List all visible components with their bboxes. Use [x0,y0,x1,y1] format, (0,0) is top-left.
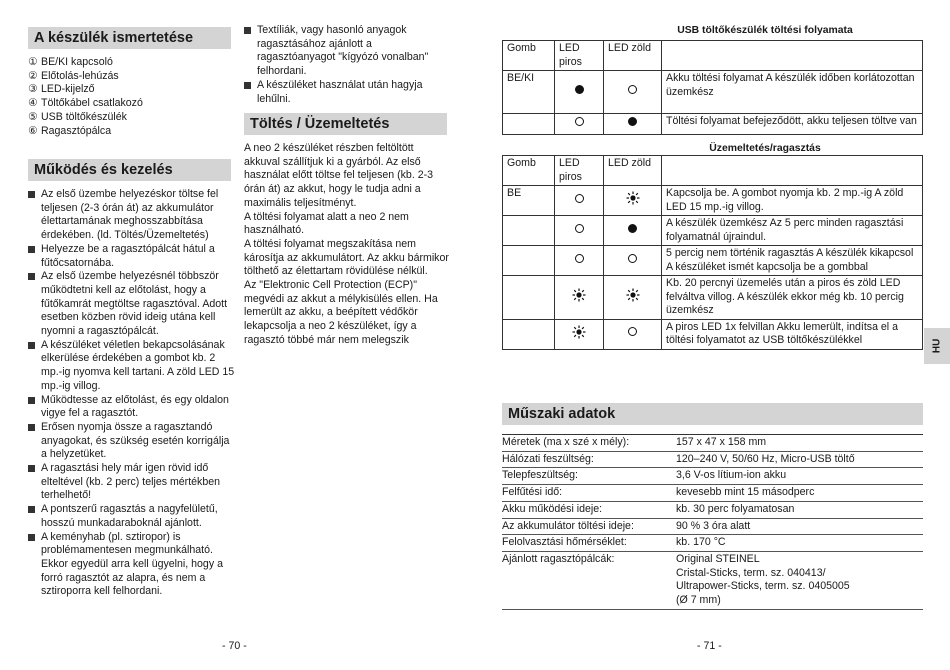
part-label: LED-kijelző [41,83,95,96]
led-table-row [503,246,923,276]
row-led-green [604,246,662,276]
row-led-red [555,319,604,349]
row-led-red [555,71,604,114]
charging-paragraph: A neo 2 készüléket részben feltöltött akkuval szállítjuk ki a gyárból. Az első használat előtt töltse fel teljesen (kb. 2-3 órán át) az akkut, hogy le tudja adni a maximális teljesítményt. [244,142,434,209]
spec-row [502,435,923,452]
page-number-left: - 70 - [222,640,247,652]
spec-row [502,552,923,610]
led-off-icon [575,117,584,126]
operation-item: A keményhab (pl. sztiropor) is problémamentesen megmunkálható. Ekkor egyedül arra kell ügyelni, hogy a forró ragasztót az alapra, és nem a sztiroporra kell felhordani. [28,531,236,600]
led-blinking-icon [572,325,586,339]
led-table-row [503,216,923,246]
table2-caption: Üzemeltetés/ragasztás [709,143,821,154]
section-heading-operation: Működés és kezelés [28,159,231,181]
part-number: ④ [28,97,38,110]
spec-value [676,503,923,517]
row-led-green [604,186,662,216]
row-led-red [555,186,604,216]
spec-value-line: Original STEINEL [676,552,760,565]
operation-item: A készüléket véletlen bekapcsolásának elkerülése érdekében a gombot kb. 2 mp.-ig nyomva kell tartani. A zöld LED 15 mp.-ig villog. [28,339,236,394]
led-on-icon [575,85,584,94]
section-heading-description: A készülék ismertetése [28,27,231,49]
operation-item: Erősen nyomja össze a ragasztandó anyagokat, és szükség esetén korrigálja a helyzetüket. [28,421,236,462]
spec-label: Az akkumulátor töltési ideje: [502,519,634,532]
row-button: BE/KI [503,71,555,114]
specs-table [502,434,923,610]
led-blinking-icon [626,191,640,205]
led-off-icon [575,224,584,233]
row-button [503,276,555,320]
led-off-icon [628,254,637,263]
part-number: ② [28,69,38,82]
table2-header-blank [662,156,923,186]
row-description: A piros LED 1x felvillan Akku lemerült, indítsa el a töltési folyamatot az USB töltőkészülékkel [662,319,923,349]
row-button [503,319,555,349]
led-off-icon [575,194,584,203]
spec-row [502,502,923,519]
spec-label: Telepfeszültség: [502,469,578,482]
table1-header-blank [662,41,923,71]
table1-header-led-green: LED zöld [604,41,662,71]
row-led-green [604,319,662,349]
spec-value-line: 120–240 V, 50/60 Hz, Micro-USB töltő [676,452,855,465]
spec-value-line: kevesebb mint 15 másodperc [676,486,815,499]
language-tab-label: HU [931,338,943,354]
spec-value [676,536,923,550]
row-description: Töltési folyamat befejeződött, akku teljesen töltve van [662,114,923,135]
part-label: Előtolás-lehúzás [41,69,119,82]
part-number: ⑤ [28,110,38,123]
row-led-green [604,114,662,135]
part-item [28,97,238,111]
section-heading-specs: Műszaki adatok [502,403,923,425]
part-label: Ragasztópálca [41,124,112,137]
led-off-icon [628,327,637,336]
table2-header-led-green: LED zöld [604,156,662,186]
spec-label: Méretek (ma x szé x mély): [502,436,630,448]
spec-value [676,469,923,483]
table1-header-button: Gomb [503,41,555,71]
row-button [503,114,555,135]
spec-value-line: Ultrapower-Sticks, term. sz. 0405005 [676,580,850,593]
spec-label: Felolvasztási hőmérséklet: [502,536,627,549]
spec-label: Ajánlott ragasztópálcák: [502,552,615,565]
led-off-icon [575,254,584,263]
operation-item: Az első üzembe helyezéskor töltse fel teljesen (2-3 órán át) az akkumulátor élettartamának meghosszabbítása érdekében. (ld. Töltés/Üzemeltetés) [28,188,236,243]
spec-value [676,453,923,467]
tips-item: A készüléket használat után hagyja lehűlni. [244,79,452,106]
row-button: BE [503,186,555,216]
led-table-row [503,71,923,114]
row-led-green [604,216,662,246]
spec-value-line: Cristal-Sticks, term. sz. 040413/ [676,566,826,579]
row-led-red [555,246,604,276]
operation-item: A ragasztási hely már igen rövid idő elteltével (kb. 2 perc) teljes mértékben terhelhető! [28,462,236,503]
led-off-icon [628,85,637,94]
operation-item: Működtesse az előtolást, és egy oldalon vigye fel a ragasztót. [28,394,236,421]
part-label: USB töltőkészülék [41,110,127,123]
row-description: A készülék üzemkész Az 5 perc minden ragasztási folyamatnál újraindul. [662,216,923,246]
charging-paragraph: Az "Elektronic Cell Protection (ECP)" megvédi az akkut a mélykisülés ellen. Ha lemerült az akku, a beépített védőkör lekapcsolja a neo 2 készüléket, így a ragasztó többé már nem melegszik [244,279,438,346]
part-item [28,83,238,97]
led-blinking-icon [626,288,640,302]
charging-text [244,142,452,348]
row-description: Kb. 20 percnyi üzemelés után a piros és zöld LED felváltva villog. A készülék ekkor még kb. 10 percig üzemkész [662,276,923,320]
led-blinking-icon [572,288,586,302]
spec-value [676,553,923,608]
page-number-right: - 71 - [697,640,722,652]
led-table-row [503,319,923,349]
spec-value-line: (Ø 7 mm) [676,594,721,607]
table1-caption: USB töltőkészülék töltési folyamata [677,25,853,36]
row-description: Kapcsolja be. A gombot nyomja kb. 2 mp.-ig A zöld LED 15 mp.-ig villog. [662,186,923,216]
led-on-icon [628,117,637,126]
row-button [503,216,555,246]
spec-value-line: 3,6 V-os lítium-ion akku [676,469,787,482]
language-tab [924,328,950,364]
operation-item: Helyezze be a ragasztópálcát hátul a fűtőcsatornába. [28,243,236,270]
row-button [503,246,555,276]
spec-value-line: 90 % 3 óra alatt [676,519,751,532]
spec-value [676,520,923,534]
spec-row [502,519,923,536]
row-description: 5 percig nem történik ragasztás A készülék kikapcsol A készüléket ismét kapcsolja be a gombbal [662,246,923,276]
spec-value [676,436,923,450]
spec-row [502,535,923,552]
row-led-red [555,114,604,135]
row-description: Akku töltési folyamat A készülék időben korlátozottan üzemkész [662,71,923,114]
charging-paragraph: A töltési folyamat megszakítása nem károsítja az akkumulátort. Az akku bármikor tölthető az élettartam rövidülése nélkül. [244,237,449,278]
spec-row [502,468,923,485]
led-table-row [503,276,923,320]
part-item [28,70,238,84]
led-on-icon [628,224,637,233]
continued-list [244,24,452,106]
spec-label: Hálózati feszültség: [502,452,594,465]
row-led-green [604,276,662,320]
spec-row [502,485,923,502]
spec-value-line: kb. 30 perc folyamatosan [676,502,795,515]
led-table-row [503,186,923,216]
row-led-red [555,276,604,320]
part-label: Töltőkábel csatlakozó [41,97,143,110]
part-number: ③ [28,83,38,96]
charging-led-table [502,40,923,135]
operation-item: Az első üzembe helyezésnél többször működtetni kell az előtolást, hogy a fűtőkamrát megtöltse ragasztóval. Adott esetben közben rövid ideig utána kell nyomni a ragasztópálcát. [28,270,236,339]
table2-header-led-red: LED piros [555,156,604,186]
row-led-red [555,216,604,246]
spec-label: Akku működési ideje: [502,502,603,515]
part-item [28,111,238,125]
part-label: BE/KI kapcsoló [41,56,113,68]
spec-value [676,486,923,500]
charging-paragraph: A töltési folyamat alatt a neo 2 nem használható. [244,210,409,237]
operation-led-table [502,155,923,350]
spec-value-line: 157 x 47 x 158 mm [676,436,767,448]
part-item [28,56,238,70]
spec-row [502,452,923,469]
operation-item: A pontszerű ragasztás a nagyfelületű, hosszú munkadaraboknál ajánlott. [28,503,236,530]
operation-list [28,188,236,599]
section-heading-charging: Töltés / Üzemeltetés [244,113,447,135]
row-led-green [604,71,662,114]
led-table-row [503,114,923,135]
part-item [28,125,238,139]
table2-header-button: Gomb [503,156,555,186]
spec-label: Felfűtési idő: [502,486,563,499]
spec-value-line: kb. 170 °C [676,536,726,549]
part-number: ① [28,56,38,68]
parts-list [28,56,238,138]
table1-header-led-red: LED piros [555,41,604,71]
tips-item: Textíliák, vagy hasonló anyagok ragasztásához ajánlott a ragasztóanyagot "kígyózó vonalban" felhordani. [244,24,452,79]
part-number: ⑥ [28,124,38,137]
